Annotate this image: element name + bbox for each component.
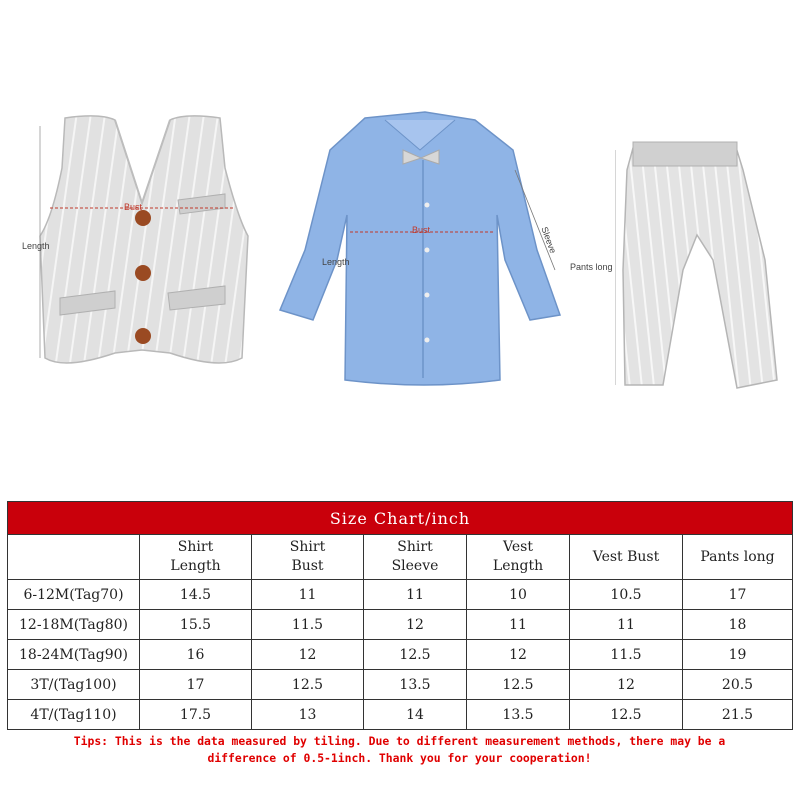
- table-row: [8, 700, 793, 730]
- pants-illustration: [615, 140, 785, 395]
- size-chart: [7, 501, 792, 767]
- measurement-cell: 14: [364, 700, 467, 730]
- column-header-line: Shirt: [177, 539, 214, 555]
- measurement-cell: 16: [140, 640, 252, 670]
- measurement-cell: 17: [683, 580, 793, 610]
- measurement-cell: 19: [683, 640, 793, 670]
- column-header-line: Vest: [503, 539, 533, 555]
- measurement-cell: 13.5: [467, 700, 570, 730]
- column-header: [140, 535, 252, 580]
- measurement-cell: 11: [570, 610, 683, 640]
- measurement-cell: 14.5: [140, 580, 252, 610]
- column-header: [570, 535, 683, 580]
- column-header: [683, 535, 793, 580]
- measurement-cell: 12: [570, 670, 683, 700]
- measurement-cell: 15.5: [140, 610, 252, 640]
- table-row: [8, 640, 793, 670]
- column-header-line: Vest Bust: [592, 548, 660, 565]
- shirt-bust-label: Bust: [412, 225, 431, 235]
- size-label-cell: 6-12M(Tag70): [8, 580, 140, 610]
- measurement-cell: 11: [252, 580, 364, 610]
- measurement-cell: 20.5: [683, 670, 793, 700]
- shirt-illustration: [275, 110, 565, 390]
- vest-bust-label: Bust: [124, 202, 143, 212]
- measurement-cell: 13: [252, 700, 364, 730]
- column-header-line: Length: [170, 558, 221, 574]
- tips-line-1: Tips: This is the data measured by tiling. Due to different measurement methods, there may be a: [73, 734, 726, 748]
- size-label-cell: 4T/(Tag110): [8, 700, 140, 730]
- size-chart-header-row: [8, 535, 793, 580]
- vest-length-label: Length: [22, 241, 50, 251]
- measurement-cell: 12.5: [252, 670, 364, 700]
- size-chart-table: [7, 501, 793, 730]
- size-label-cell: 12-18M(Tag80): [8, 610, 140, 640]
- tips-line-2: difference of 0.5-1inch. Thank you for your cooperation!: [207, 751, 592, 765]
- column-header-line: Pants long: [700, 548, 775, 565]
- column-header: [467, 535, 570, 580]
- measurement-cell: 10.5: [570, 580, 683, 610]
- measurement-cell: 18: [683, 610, 793, 640]
- size-label-cell: 18-24M(Tag90): [8, 640, 140, 670]
- column-header: [8, 535, 140, 580]
- pants-long-label: Pants long: [570, 262, 613, 272]
- measurement-cell: 11: [364, 580, 467, 610]
- column-header-line: Shirt: [289, 539, 326, 555]
- column-header-line: Length: [492, 558, 544, 574]
- size-chart-title: Size Chart/inch: [8, 502, 793, 535]
- measurement-cell: 12.5: [467, 670, 570, 700]
- measurement-cell: 17: [140, 670, 252, 700]
- measurement-cell: 12: [252, 640, 364, 670]
- column-header: [364, 535, 467, 580]
- table-row: [8, 610, 793, 640]
- measurement-cell: 13.5: [364, 670, 467, 700]
- measurement-cell: 12.5: [570, 700, 683, 730]
- column-header-line: Shirt: [397, 539, 433, 555]
- column-header-line: Sleeve: [391, 558, 439, 574]
- shirt-sleeve-label: Sleeve: [539, 225, 559, 255]
- measurement-cell: 12: [364, 610, 467, 640]
- size-label-cell: 3T/(Tag100): [8, 670, 140, 700]
- size-chart-body: [8, 580, 793, 730]
- column-header: [252, 535, 364, 580]
- column-header-line: Bust: [291, 558, 324, 574]
- shirt-length-label: Length: [322, 257, 350, 267]
- measurement-cell: 12.5: [364, 640, 467, 670]
- measurement-cell: 11.5: [570, 640, 683, 670]
- measurement-cell: 21.5: [683, 700, 793, 730]
- measurement-cell: 11.5: [252, 610, 364, 640]
- size-chart-title-row: [8, 502, 793, 535]
- tips-note: [7, 730, 792, 767]
- measurement-cell: 12: [467, 640, 570, 670]
- measurement-cell: 17.5: [140, 700, 252, 730]
- table-row: [8, 670, 793, 700]
- measurement-cell: 10: [467, 580, 570, 610]
- vest-illustration: [20, 108, 270, 388]
- table-row: [8, 580, 793, 610]
- measurement-cell: 11: [467, 610, 570, 640]
